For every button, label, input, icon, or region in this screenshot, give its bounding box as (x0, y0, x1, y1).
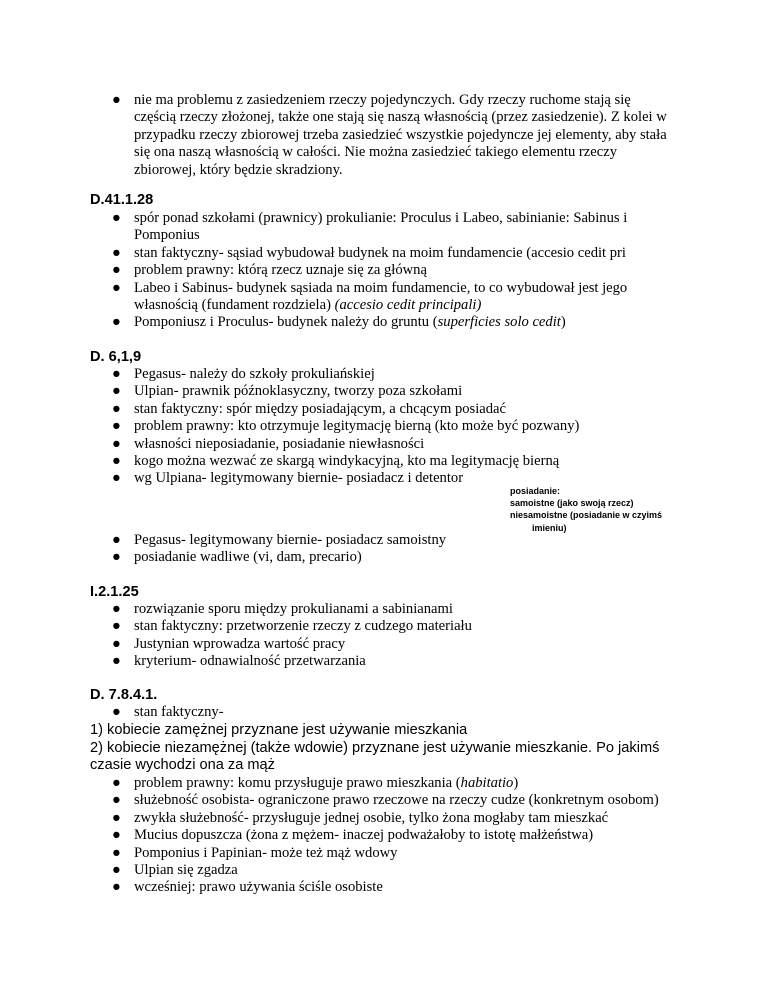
list-item-text: problem prawny: którą rzecz uznaje się za główną (134, 262, 427, 279)
list-item-text: Pegasus- należy do szkoły prokuliańskiej (134, 366, 375, 382)
list-item (112, 366, 682, 383)
section-4-list (112, 775, 692, 897)
list-item-text: stan faktyczny- sąsiad wybudował budynek na moim fundamencie (accesio cedit pri (134, 244, 626, 261)
list-item-text: wcześniej: prawo używania ściśle osobiste (134, 879, 383, 896)
section-3-list (112, 601, 682, 671)
list-item (112, 401, 682, 418)
bullet-icon: ● (112, 435, 121, 452)
section-2-list (112, 366, 682, 488)
note-line: imieniu) (532, 522, 567, 533)
bullet-icon: ● (112, 400, 121, 417)
list-item-text: posiadanie wadliwe (vi, dam, precario) (134, 549, 362, 566)
list-item (112, 636, 682, 653)
list-item-italic: habitatio (460, 775, 514, 791)
bullet-icon: ● (112, 618, 121, 635)
note-line: samoistne (jako swoją rzecz) (510, 498, 634, 509)
posiadanie-note (510, 485, 662, 534)
numbered-line: 1) kobiecie zamężnej przyznane jest używanie mieszkania (90, 722, 468, 738)
bullet-icon: ● (112, 827, 121, 844)
list-item-italic: superficies solo cedit (437, 314, 561, 331)
section-heading: D. 7.8.4.1. (90, 687, 158, 703)
list-item-text: wg Ulpiana- legitymowany biernie- posiadacz i detentor (134, 470, 464, 487)
section-1-list (112, 210, 682, 332)
list-item (112, 549, 682, 566)
list-item-text: ) (513, 775, 519, 791)
bullet-icon: ● (112, 549, 121, 566)
section-heading: D. 6,1,9 (90, 349, 142, 365)
bullet-icon: ● (112, 92, 121, 108)
bullet-icon: ● (112, 418, 121, 435)
list-item (112, 845, 692, 862)
list-item-text: stan faktyczny: spór między posiadającym, a chcącym posiadać (134, 400, 506, 417)
list-item-text: Justynian wprowadza wartość pracy (134, 635, 346, 652)
list-item (112, 245, 682, 262)
list-item (112, 775, 692, 792)
section-heading: D.41.1.28 (90, 192, 154, 208)
note-line: niesamoistne (posiadanie w czyimś (510, 510, 663, 521)
list-item (112, 418, 682, 435)
list-item-text: kryterium- odnawialność przetwarzania (134, 653, 366, 670)
intro-text: nie ma problemu z zasiedzeniem rzeczy pojedynczych. Gdy rzeczy ruchome stają się częścią rzeczy złożonej, także one stają się naszą własnością (przez zasiedzenie). Z kolei w przypadku rzeczy zbiorowej trzeba zasiedzieć wszystkie pojedyncze jej elementy, aby stała się ona naszą własnością w całości. Nie można zasiedzieć takiego elementu rzeczy zbiorowej, który będzie skradziony. (134, 92, 667, 178)
list-item (112, 879, 692, 896)
list-item-text: Pomponius i Papinian- może też mąż wdowy (134, 844, 398, 861)
bullet-icon: ● (112, 601, 121, 617)
intro-list (112, 92, 672, 179)
bullet-icon: ● (112, 653, 121, 670)
list-item (112, 618, 682, 635)
bullet-icon: ● (112, 314, 121, 331)
bullet-icon: ● (112, 844, 121, 861)
list-item-text: Pegasus- legitymowany biernie- posiadacz samoistny (134, 532, 447, 548)
list-item-text: ) (560, 314, 566, 331)
list-item (112, 383, 682, 400)
bullet-icon: ● (112, 635, 121, 652)
list-item-text: stan faktyczny: przetworzenie rzeczy z cudzego materiału (134, 618, 472, 635)
list-item (112, 653, 682, 670)
bullet-icon: ● (112, 862, 121, 879)
bullet-icon: ● (112, 210, 121, 226)
list-item (112, 601, 682, 618)
list-item (112, 453, 682, 470)
bullet-icon: ● (112, 383, 121, 400)
list-item-text: problem prawny: kto otrzymuje legitymację bierną (kto może być pozwany) (134, 418, 580, 435)
list-item-text: Ulpian się zgadza (134, 862, 238, 879)
note-line: posiadanie: (510, 486, 561, 496)
bullet-icon: ● (112, 366, 121, 382)
bullet-icon: ● (112, 470, 121, 487)
bullet-icon: ● (112, 244, 121, 261)
list-item (112, 92, 672, 179)
list-item-text: problem prawny: komu przysługuje prawo mieszkania ( (134, 775, 461, 791)
list-item (112, 827, 692, 844)
list-item-text: Ulpian- prawnik późnoklasyczny, tworzy poza szkołami (134, 383, 463, 400)
list-item (112, 262, 682, 279)
list-item-text: służebność osobista- ograniczone prawo rzeczowe na rzeczy cudze (konkretnym osobom) (134, 792, 659, 809)
list-item-text: Mucius dopuszcza (żona z mężem- inaczej podważałoby to istotę małżeństwa) (134, 827, 594, 844)
section-4-first-list (112, 704, 682, 721)
section-heading: I.2.1.25 (90, 584, 139, 600)
list-item-text: własności nieposiadanie, posiadanie niewłasności (134, 435, 425, 452)
list-item-text: spór ponad szkołami (prawnicy) prokulianie: Proculus i Labeo, sabinianie: Sabinus i Pomponius (134, 210, 628, 244)
list-item-italic: (accesio cedit principali) (334, 297, 482, 314)
list-item-text: stan faktyczny- (134, 704, 224, 720)
list-item (112, 436, 682, 453)
bullet-icon: ● (112, 532, 121, 548)
list-item-text: rozwiązanie sporu między prokulianami a sabinianami (134, 601, 453, 617)
list-item (112, 704, 682, 721)
list-item (112, 210, 682, 245)
list-item-text: Labeo i Sabinus- budynek sąsiada na moim fundamencie, to co wybudował jest jego własnością (fundament rozdziela) (134, 279, 628, 314)
bullet-icon: ● (112, 704, 121, 720)
list-item-text: kogo można wezwać ze skargą windykacyjną, kto ma legitymację bierną (134, 453, 560, 470)
list-item (112, 810, 692, 827)
list-item-text: zwykła służebność- przysługuje jednej osobie, tylko żona mogłaby tam mieszkać (134, 809, 609, 826)
bullet-icon: ● (112, 453, 121, 470)
bullet-icon: ● (112, 279, 121, 296)
bullet-icon: ● (112, 775, 121, 791)
list-item (112, 792, 692, 809)
bullet-icon: ● (112, 879, 121, 896)
list-item (112, 280, 682, 315)
list-item-text: Pomponiusz i Proculus- budynek należy do gruntu ( (134, 314, 438, 331)
list-item (112, 862, 692, 879)
bullet-icon: ● (112, 809, 121, 826)
bullet-icon: ● (112, 262, 121, 279)
list-item (112, 532, 682, 549)
bullet-icon: ● (112, 792, 121, 809)
numbered-line: 2) kobiecie niezamężnej (także wdowie) przyznane jest używanie mieszkanie. Po jakimś czasie wychodzi ona za mąż (90, 740, 660, 774)
list-item (112, 314, 682, 331)
section-2-list-continued (112, 532, 682, 567)
